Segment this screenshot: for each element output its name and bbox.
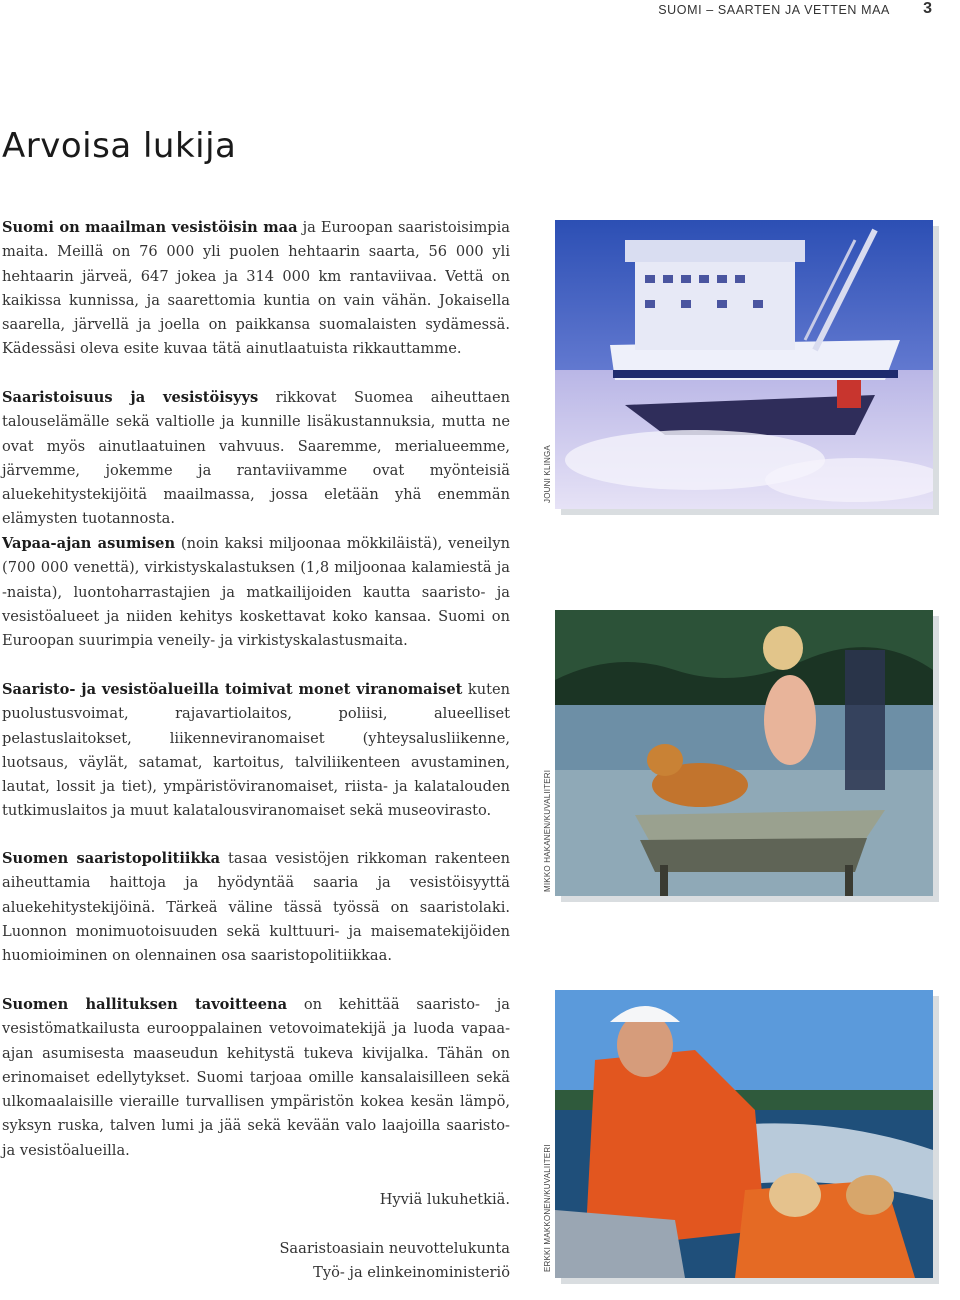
paragraph-lead: Saaristo- ja vesistöalueilla toimivat monet viranomaiset: [2, 681, 463, 698]
paragraph-intro: [2, 216, 510, 362]
photo-credit: JOUNI KLINGA: [543, 445, 552, 503]
paragraph-leisure: [2, 532, 510, 653]
paragraph-text: kuten puolustusvoimat, rajavartiolaitos, poliisi, alueelliset pelastuslaitokset, liikenneviranomaiset (yhteysalusliikenne, luotsaus, väylät, satamat, kartoitus, talviliikenteen avustaminen, lautat, lossit ja tiet), ympäristöviranomaiset, riista- ja kalatalouden tutkimuslaitos ja muut kalatalousviranomaiset sekä museovirasto.: [2, 681, 510, 820]
paragraph-lead: Suomen hallituksen tavoitteena: [2, 996, 288, 1013]
running-header-title: SUOMI – SAARTEN JA VETTEN MAA: [658, 3, 890, 17]
paragraph-authorities: [2, 678, 510, 824]
paragraph-lead: Suomi on maailman vesistöisin maa: [2, 219, 298, 236]
photo-credit: MIKKO HAKANEN/KUVALIITERI: [543, 769, 552, 892]
page-title: Arvoisa lukija: [2, 126, 237, 166]
paragraph-text: (noin kaksi miljoonaa mökkiläistä), veneilyn (700 000 venettä), virkistyskalastuksen (1,8 miljoonaa kalamiestä ja -naista), luontoharrastajien ja matkailijoiden kautta saaristo- ja vesistöalueet ja niiden kehitys koskettavat koko kansaa. Suomi on Euroopan suurimpia veneily- ja virkistyskalastusmaita.: [2, 535, 510, 650]
paragraph-text: on kehittää saaristo- ja vesistömatkailusta eurooppalainen vetovoimatekijä ja luoda vapaa-ajan asumisesta maaseudun kehitystä tukeva kivijalka. Tähän on erinomaiset edellytykset. Suomi tarjoaa omille kansalaisilleen sekä ulkomaalaisille vieraille turvallisen ympäristön kokea kesän lämpö, syksyn ruska, talven lumi ja jää sekä kevään valo laajoilla saaristo- ja vesistöalueilla.: [2, 996, 511, 1159]
closing-greeting: Hyviä lukuhetkiä.: [379, 1191, 510, 1208]
paragraph-text: ja Euroopan saaristoisimpia maita. Meillä on 76 000 yli puolen hehtaarin saarta, 56 000 yli hehtaarin järveä, 647 jokea ja 314 000 km rantaviivaa. Vettä on kaikissa kunnissa, ja saarettomia kuntia on vain vähän. Jokaisella saarella, järvellä ja joella on paikkansa suomalaisten sydämessä. Kädessäsi oleva esite kuvaa tätä ainutlaatuista rikkauttamme.: [2, 219, 510, 358]
icebreaker-photo: [555, 220, 933, 509]
paragraph-lead: Vapaa-ajan asumisen: [2, 535, 176, 552]
signature-line-1: Saaristoasiain neuvottelukunta: [279, 1240, 510, 1257]
page-number: 3: [923, 0, 932, 17]
paragraph-text: tasaa vesistöjen rikkoman rakenteen aiheuttamia haittoja ja hyödyntää saaria ja vesistöisyyttä aluekehitystekijöinä. Tärkeä väline tässä työssä on saaristolaki. Luonnon monimuotoisuuden sekä kulttuuri- ja maisematekijöiden huomioiminen on olennainen osa saaristopolitiikkaa.: [2, 850, 510, 965]
signature-line-2: Työ- ja elinkeinoministeriö: [313, 1264, 510, 1281]
paragraph-text: rikkovat Suomea aiheuttaen talouselämälle sekä valtiolle ja kunnille lisäkustannuksia, mutta ne ovat myös ainutlaatuinen vahvuus. Saaremme, merialueemme, järvemme, jokemme ja rantaviivamme ovat myönteisiä aluekehitystekijöitä maailmassa, jossa eletään yhä enemmän elämysten tuotannosta.: [2, 389, 510, 528]
pier-photo: [555, 610, 933, 896]
paragraph-lead: Saaristoisuus ja vesistöisyys: [2, 389, 259, 406]
paragraph-government: [2, 993, 510, 1163]
paragraph-archipelago: [2, 386, 510, 532]
photo-credit: ERKKI MAKKONEN/KUVALIITERI: [543, 1144, 552, 1272]
paragraph-policy: [2, 847, 510, 968]
boat-photo: [555, 990, 933, 1278]
paragraph-lead: Suomen saaristopolitiikka: [2, 850, 221, 867]
